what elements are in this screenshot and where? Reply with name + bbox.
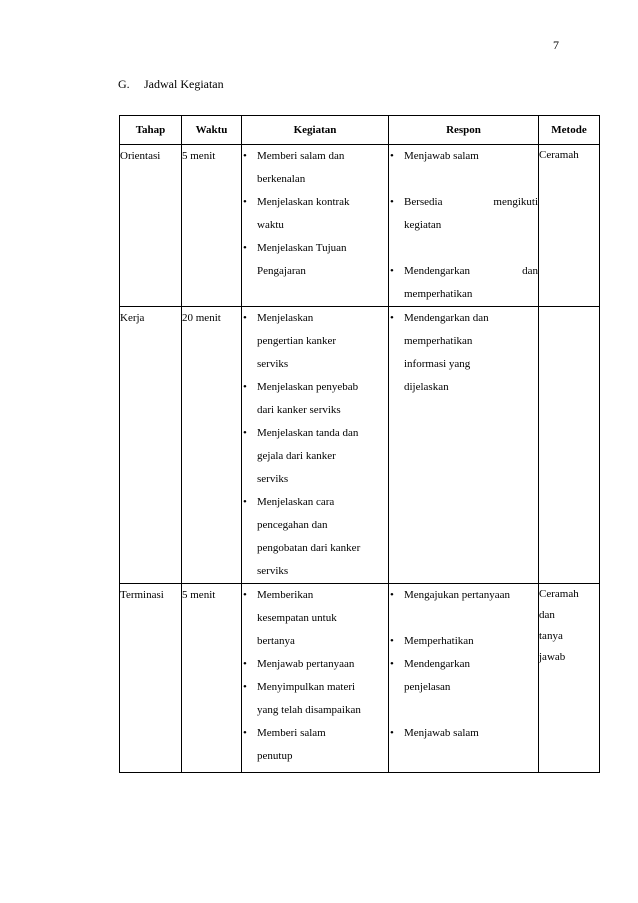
metode-cell: Ceramah dan tanya jawab: [539, 584, 600, 773]
bullet-icon: •: [243, 658, 247, 670]
respon-cell: [389, 307, 539, 584]
respon-list: [389, 260, 538, 306]
header-kegiatan: Kegiatan: [242, 116, 389, 145]
list-item: • Menjawab salam: [389, 145, 538, 168]
bullet-icon: •: [243, 242, 247, 254]
tahap-cell: Orientasi: [120, 145, 182, 307]
list-item: • Memberi salam penutup: [242, 722, 388, 768]
list-item: • Mengajukan pertanyaan: [389, 584, 538, 607]
bullet-icon: •: [390, 265, 394, 277]
waktu-cell: 5 menit: [182, 145, 242, 307]
section-title: Jadwal Kegiatan: [144, 77, 224, 91]
list-item: • Menjelaskan penyebab dari kanker serviks: [242, 376, 388, 422]
list-item: • Menjelaskan Tujuan Pengajaran: [242, 237, 388, 283]
list-item: • Menjelaskan cara pencegahan dan pengobatan dari kanker serviks: [242, 491, 388, 583]
table-row: [120, 307, 600, 584]
header-row: [120, 116, 600, 145]
respon-list: [389, 630, 538, 699]
bullet-icon: •: [243, 312, 247, 324]
respon-list: [389, 191, 538, 237]
kegiatan-cell: [242, 145, 389, 307]
section-letter: G.: [118, 77, 130, 91]
header-respon: Respon: [389, 116, 539, 145]
list-item: • Menjelaskan kontrak waktu: [242, 191, 388, 237]
respon-cell: [389, 584, 539, 773]
table-row: [120, 584, 600, 773]
header-metode: Metode: [539, 116, 600, 145]
kegiatan-cell: [242, 584, 389, 773]
table-row: [120, 145, 600, 307]
list-item: • Memberikan kesempatan untuk bertanya: [242, 584, 388, 653]
bullet-icon: •: [390, 312, 394, 324]
bullet-icon: •: [243, 496, 247, 508]
bullet-icon: •: [243, 381, 247, 393]
list-item: • Memberi salam dan berkenalan: [242, 145, 388, 191]
waktu-cell: 20 menit: [182, 307, 242, 584]
header-waktu: Waktu: [182, 116, 242, 145]
respon-list: [389, 584, 538, 607]
section-heading: [118, 77, 224, 92]
page-number: 7: [553, 38, 559, 52]
kegiatan-list: [242, 145, 388, 283]
tahap-cell: Terminasi: [120, 584, 182, 773]
list-item: • Menjawab salam: [389, 722, 538, 745]
respon-list: [389, 307, 538, 399]
respon-list: [389, 145, 538, 168]
metode-cell: [539, 307, 600, 584]
list-item: • Memperhatikan: [389, 630, 538, 653]
metode-cell: Ceramah: [539, 145, 600, 307]
bullet-icon: •: [243, 427, 247, 439]
list-item: • Mendengarkan dan memperhatikan: [389, 260, 538, 306]
list-item: • Menjelaskan tanda dan gejala dari kanker serviks: [242, 422, 388, 491]
bullet-icon: •: [243, 589, 247, 601]
bullet-icon: •: [243, 196, 247, 208]
list-item: • Menjelaskan pengertian kanker serviks: [242, 307, 388, 376]
waktu-cell: 5 menit: [182, 584, 242, 773]
list-item: • Menyimpulkan materi yang telah disampaikan: [242, 676, 388, 722]
respon-cell: [389, 145, 539, 307]
bullet-icon: •: [243, 727, 247, 739]
bullet-icon: •: [390, 727, 394, 739]
bullet-icon: •: [243, 681, 247, 693]
bullet-icon: •: [390, 150, 394, 162]
kegiatan-list: [242, 307, 388, 583]
list-item: • Mendengarkan penjelasan: [389, 653, 538, 699]
bullet-icon: •: [390, 196, 394, 208]
bullet-icon: •: [390, 589, 394, 601]
respon-list: [389, 722, 538, 745]
kegiatan-list: [242, 584, 388, 768]
list-item: • Mendengarkan dan memperhatikan informasi yang dijelaskan: [389, 307, 538, 399]
header-tahap: Tahap: [120, 116, 182, 145]
tahap-cell: Kerja: [120, 307, 182, 584]
kegiatan-cell: [242, 307, 389, 584]
bullet-icon: •: [390, 658, 394, 670]
list-item: • Menjawab pertanyaan: [242, 653, 388, 676]
schedule-table: [119, 115, 600, 773]
bullet-icon: •: [243, 150, 247, 162]
bullet-icon: •: [390, 635, 394, 647]
list-item: • Bersedia mengikuti kegiatan: [389, 191, 538, 237]
